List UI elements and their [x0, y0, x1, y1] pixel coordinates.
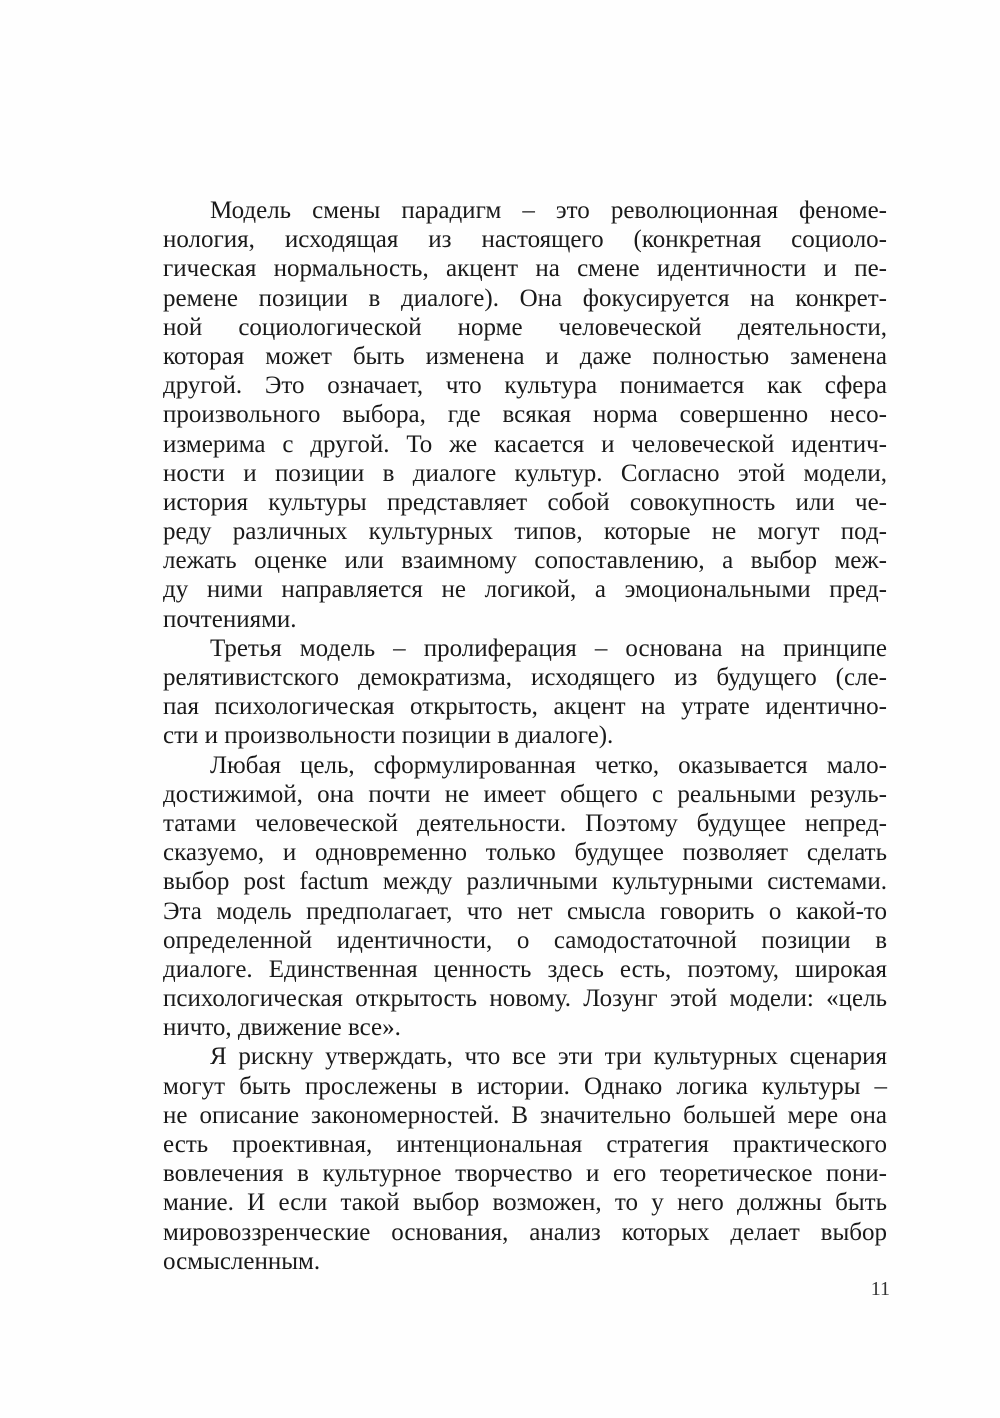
- text-line: достижимой, она почти не имеет общего с реальными резуль-: [163, 780, 887, 808]
- text-line: Я рискну утверждать, что все эти три культурных сценария: [210, 1043, 887, 1071]
- text-line: вовлечения в культурное творчество и его теоретическое пони-: [163, 1160, 887, 1188]
- paragraph-1: [163, 196, 887, 634]
- text-line: Любая цель, сформулированная четко, оказывается мало-: [210, 751, 887, 779]
- paragraph-4: [163, 1042, 887, 1276]
- text-line: ничто, движение все».: [163, 1014, 401, 1042]
- text-line: ной социологической норме человеческой деятельности,: [163, 313, 887, 341]
- text-line: мание. И если такой выбор возможен, то у него должны быть: [163, 1189, 887, 1217]
- text-line: психологическая открытость новому. Лозунг этой модели: «цель: [163, 985, 887, 1013]
- text-line: реду различных культурных типов, которые не могут под-: [163, 518, 887, 546]
- text-line: произвольного выбора, где всякая норма совершенно несо-: [163, 401, 887, 429]
- text-line: не описание закономерностей. В значительно большей мере она: [163, 1101, 887, 1129]
- page-number: 11: [870, 1278, 890, 1300]
- text-line: есть проективная, интенциональная стратегия практического: [163, 1131, 887, 1158]
- text-line: другой. Это означает, что культура понимается как сфера: [163, 372, 887, 400]
- text-line: мировоззренческие основания, анализ которых делает выбор: [163, 1218, 887, 1246]
- paragraph-3: [163, 751, 887, 1043]
- text-line: история культуры представляет собой совокупность или че-: [163, 488, 887, 516]
- text-line: ду ними направляется не логикой, а эмоциональными пред-: [163, 576, 887, 604]
- text-line: определенной идентичности, о самодостаточной позиции в: [163, 926, 887, 954]
- text-line: измерима с другой. То же касается и человеческой идентич-: [163, 430, 887, 458]
- text-line: сти и произвольности позиции в диалоге).: [163, 722, 614, 750]
- text-line: Третья модель – пролиферация – основана на принципе: [210, 634, 887, 662]
- text-line: гическая нормальность, акцент на смене идентичности и пе-: [163, 255, 887, 283]
- paragraph-2: [163, 634, 887, 751]
- text-line: нология, исходящая из настоящего (конкретная социоло-: [163, 226, 887, 254]
- text-line: ремене позиции в диалоге). Она фокусируется на конкрет-: [163, 284, 887, 312]
- body-text: [163, 196, 887, 1276]
- text-line: лежать оценке или взаимному сопоставлению, а выбор меж-: [163, 547, 887, 575]
- text-line: ности и позиции в диалоге культур. Согласно этой модели,: [163, 459, 887, 487]
- text-line: пая психологическая открытость, акцент на утрате идентично-: [163, 693, 887, 721]
- text-line: Эта модель предполагает, что нет смысла говорить о какой-то: [163, 897, 887, 925]
- text-line: сказуемо, и одновременно только будущее позволяет сделать: [163, 839, 887, 867]
- text-line: татами человеческой деятельности. Поэтому будущее непред-: [163, 809, 887, 837]
- text-line: осмысленным.: [163, 1247, 321, 1275]
- text-line: могут быть прослежены в истории. Однако логика культуры –: [163, 1072, 887, 1100]
- text-line: выбор post factum между различными культурными системами.: [163, 868, 887, 896]
- text-line: релятивистского демократизма, исходящего из будущего (сле-: [163, 664, 887, 691]
- text-line: Модель смены парадигм – это революционная феноме-: [210, 197, 887, 224]
- text-line: почтениями.: [163, 605, 297, 633]
- text-line: которая может быть изменена и даже полностью заменена: [163, 342, 887, 370]
- text-line: диалоге. Единственная ценность здесь есть, поэтому, широкая: [163, 955, 887, 983]
